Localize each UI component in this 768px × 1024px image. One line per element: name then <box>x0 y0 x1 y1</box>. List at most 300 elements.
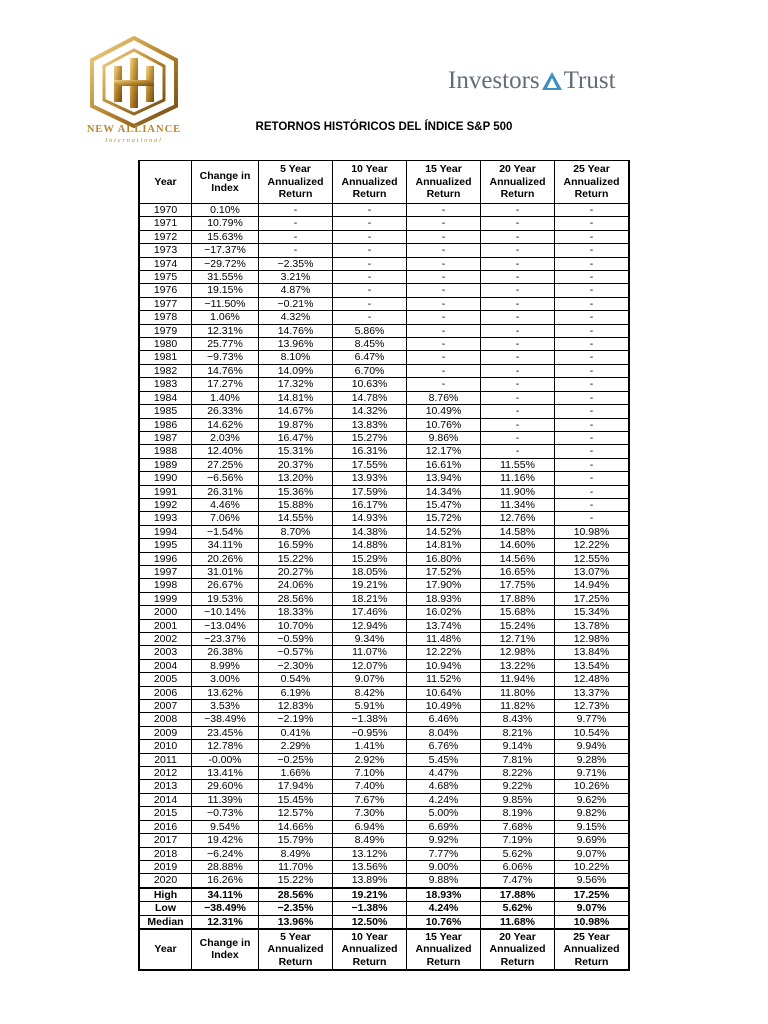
value-cell: 9.62% <box>555 793 630 806</box>
value-cell: 8.21% <box>481 726 555 739</box>
value-cell: 9.22% <box>481 780 555 793</box>
value-cell: 13.84% <box>555 646 630 659</box>
value-cell: 17.75% <box>481 579 555 592</box>
value-cell: 11.39% <box>192 793 259 806</box>
year-cell: 2018 <box>139 847 192 860</box>
value-cell: 14.81% <box>407 539 481 552</box>
value-cell: −29.72% <box>192 257 259 270</box>
value-cell: 9.56% <box>555 874 630 888</box>
year-cell: 2016 <box>139 820 192 833</box>
value-cell: 9.92% <box>407 834 481 847</box>
value-cell: 13.20% <box>259 472 333 485</box>
value-cell: 1.41% <box>333 740 407 753</box>
table-row <box>139 592 629 605</box>
value-cell: 14.38% <box>333 525 407 538</box>
value-cell: −1.38% <box>333 902 407 915</box>
year-cell: 1989 <box>139 458 192 471</box>
year-cell: 1976 <box>139 284 192 297</box>
value-cell: 8.45% <box>333 338 407 351</box>
value-cell: 6.69% <box>407 820 481 833</box>
value-cell: - <box>259 230 333 243</box>
value-cell: 12.22% <box>555 539 630 552</box>
value-cell: - <box>555 405 630 418</box>
value-cell: - <box>555 257 630 270</box>
value-cell: 8.49% <box>259 847 333 860</box>
value-cell: - <box>555 445 630 458</box>
table-row <box>139 646 629 659</box>
year-cell: 1981 <box>139 351 192 364</box>
table-row <box>139 847 629 860</box>
header-row <box>139 161 629 204</box>
value-cell: 12.31% <box>192 324 259 337</box>
value-cell: 8.49% <box>333 834 407 847</box>
value-cell: - <box>333 311 407 324</box>
value-cell: - <box>333 230 407 243</box>
value-cell: - <box>481 311 555 324</box>
value-cell: - <box>481 271 555 284</box>
table-row <box>139 780 629 793</box>
value-cell: 14.56% <box>481 552 555 565</box>
table-row <box>139 633 629 646</box>
year-cell: 2000 <box>139 606 192 619</box>
value-cell: 7.47% <box>481 874 555 888</box>
value-cell: 6.06% <box>481 860 555 873</box>
value-cell: −13.04% <box>192 619 259 632</box>
value-cell: −10.14% <box>192 606 259 619</box>
value-cell: 15.29% <box>333 552 407 565</box>
value-cell: 4.46% <box>192 498 259 511</box>
value-cell: 15.68% <box>481 606 555 619</box>
value-cell: 20.27% <box>259 565 333 578</box>
value-cell: 7.10% <box>333 767 407 780</box>
value-cell: −0.59% <box>259 633 333 646</box>
value-cell: 10.76% <box>407 418 481 431</box>
value-cell: - <box>555 230 630 243</box>
table-row <box>139 807 629 820</box>
value-cell: 4.47% <box>407 767 481 780</box>
value-cell: 9.88% <box>407 874 481 888</box>
value-cell: - <box>555 472 630 485</box>
value-cell: 18.93% <box>407 888 481 902</box>
value-cell: 6.76% <box>407 740 481 753</box>
table-row <box>139 431 629 444</box>
value-cell: 9.07% <box>555 902 630 915</box>
table-row <box>139 472 629 485</box>
value-cell: 9.86% <box>407 431 481 444</box>
value-cell: 8.19% <box>481 807 555 820</box>
value-cell: 9.54% <box>192 820 259 833</box>
value-cell: -0.00% <box>192 753 259 766</box>
value-cell: 8.43% <box>481 713 555 726</box>
value-cell: −2.35% <box>259 902 333 915</box>
value-cell: 13.62% <box>192 686 259 699</box>
year-cell: 2006 <box>139 686 192 699</box>
year-cell: 1988 <box>139 445 192 458</box>
value-cell: - <box>555 297 630 310</box>
value-cell: 15.63% <box>192 230 259 243</box>
value-cell: 0.41% <box>259 726 333 739</box>
table-row <box>139 686 629 699</box>
table-row <box>139 552 629 565</box>
brand-right: Trust <box>563 67 616 94</box>
value-cell: 9.77% <box>555 713 630 726</box>
value-cell: 5.45% <box>407 753 481 766</box>
value-cell: 5.86% <box>333 324 407 337</box>
table-row <box>139 700 629 713</box>
value-cell: 2.92% <box>333 753 407 766</box>
value-cell: −1.54% <box>192 525 259 538</box>
summary-row <box>139 915 629 929</box>
value-cell: - <box>481 338 555 351</box>
table-row <box>139 244 629 257</box>
table-row <box>139 820 629 833</box>
value-cell: - <box>555 217 630 230</box>
value-cell: - <box>407 271 481 284</box>
value-cell: - <box>407 257 481 270</box>
value-cell: 14.60% <box>481 539 555 552</box>
value-cell: 3.21% <box>259 271 333 284</box>
value-cell: −2.19% <box>259 713 333 726</box>
value-cell: 8.10% <box>259 351 333 364</box>
value-cell: 15.22% <box>259 552 333 565</box>
year-cell: 2020 <box>139 874 192 888</box>
returns-table <box>138 160 630 971</box>
value-cell: 13.78% <box>555 619 630 632</box>
year-cell: 2017 <box>139 834 192 847</box>
value-cell: 9.82% <box>555 807 630 820</box>
value-cell: 12.78% <box>192 740 259 753</box>
table-row <box>139 378 629 391</box>
value-cell: 25.77% <box>192 338 259 351</box>
value-cell: 15.72% <box>407 512 481 525</box>
value-cell: - <box>481 324 555 337</box>
value-cell: - <box>555 351 630 364</box>
value-cell: 12.07% <box>333 659 407 672</box>
value-cell: 4.24% <box>407 902 481 915</box>
value-cell: 10.22% <box>555 860 630 873</box>
value-cell: - <box>481 378 555 391</box>
value-cell: - <box>333 204 407 217</box>
value-cell: - <box>555 311 630 324</box>
value-cell: 14.67% <box>259 405 333 418</box>
value-cell: 12.31% <box>192 915 259 929</box>
value-cell: 31.55% <box>192 271 259 284</box>
value-cell: 15.34% <box>555 606 630 619</box>
value-cell: 17.59% <box>333 485 407 498</box>
value-cell: - <box>555 244 630 257</box>
value-cell: 11.07% <box>333 646 407 659</box>
value-cell: 13.56% <box>333 860 407 873</box>
value-cell: 14.32% <box>333 405 407 418</box>
value-cell: 9.28% <box>555 753 630 766</box>
table-row <box>139 284 629 297</box>
value-cell: −0.25% <box>259 753 333 766</box>
value-cell: −38.49% <box>192 902 259 915</box>
value-cell: 15.36% <box>259 485 333 498</box>
value-cell: - <box>407 364 481 377</box>
year-cell: 1994 <box>139 525 192 538</box>
triangle-icon <box>541 70 563 92</box>
table-row <box>139 565 629 578</box>
value-cell: 13.94% <box>407 472 481 485</box>
table-row <box>139 713 629 726</box>
value-cell: 10.26% <box>555 780 630 793</box>
value-cell: 12.71% <box>481 633 555 646</box>
value-cell: 10.76% <box>407 915 481 929</box>
value-cell: 17.94% <box>259 780 333 793</box>
year-cell: 2008 <box>139 713 192 726</box>
value-cell: - <box>555 391 630 404</box>
logo-name: NEW ALLIANCE <box>86 124 182 135</box>
value-cell: 12.48% <box>555 673 630 686</box>
value-cell: 9.34% <box>333 633 407 646</box>
year-cell: 1986 <box>139 418 192 431</box>
value-cell: 18.33% <box>259 606 333 619</box>
footer-change: Change in Index <box>192 929 259 970</box>
header-20yr: 20 Year Annualized Return <box>481 161 555 204</box>
value-cell: 7.67% <box>333 793 407 806</box>
table-row <box>139 579 629 592</box>
value-cell: - <box>407 217 481 230</box>
value-cell: 12.83% <box>259 700 333 713</box>
value-cell: 4.32% <box>259 311 333 324</box>
value-cell: - <box>333 284 407 297</box>
value-cell: 24.06% <box>259 579 333 592</box>
footer-header-row <box>139 929 629 970</box>
value-cell: −0.57% <box>259 646 333 659</box>
value-cell: 14.78% <box>333 391 407 404</box>
value-cell: 14.76% <box>192 364 259 377</box>
value-cell: - <box>333 244 407 257</box>
value-cell: - <box>481 431 555 444</box>
value-cell: 13.83% <box>333 418 407 431</box>
value-cell: - <box>555 431 630 444</box>
value-cell: 19.21% <box>333 579 407 592</box>
value-cell: −0.21% <box>259 297 333 310</box>
value-cell: 12.22% <box>407 646 481 659</box>
value-cell: 19.53% <box>192 592 259 605</box>
value-cell: 16.59% <box>259 539 333 552</box>
header-5yr: 5 Year Annualized Return <box>259 161 333 204</box>
value-cell: 2.29% <box>259 740 333 753</box>
year-cell: 1984 <box>139 391 192 404</box>
value-cell: −0.95% <box>333 726 407 739</box>
value-cell: 7.30% <box>333 807 407 820</box>
value-cell: 7.19% <box>481 834 555 847</box>
value-cell: 8.04% <box>407 726 481 739</box>
value-cell: 34.11% <box>192 888 259 902</box>
value-cell: 19.21% <box>333 888 407 902</box>
value-cell: - <box>555 271 630 284</box>
value-cell: 5.91% <box>333 700 407 713</box>
value-cell: 8.99% <box>192 659 259 672</box>
value-cell: −11.50% <box>192 297 259 310</box>
year-cell: 2009 <box>139 726 192 739</box>
value-cell: 16.17% <box>333 498 407 511</box>
value-cell: 1.06% <box>192 311 259 324</box>
value-cell: 16.47% <box>259 431 333 444</box>
value-cell: 15.88% <box>259 498 333 511</box>
value-cell: 10.64% <box>407 686 481 699</box>
value-cell: 18.05% <box>333 565 407 578</box>
footer-year: Year <box>139 929 192 970</box>
value-cell: - <box>259 204 333 217</box>
value-cell: 17.27% <box>192 378 259 391</box>
value-cell: 12.76% <box>481 512 555 525</box>
year-cell: 1993 <box>139 512 192 525</box>
value-cell: - <box>481 405 555 418</box>
year-cell: 2004 <box>139 659 192 672</box>
year-cell: 1977 <box>139 297 192 310</box>
value-cell: - <box>555 364 630 377</box>
value-cell: 10.98% <box>555 915 630 929</box>
value-cell: - <box>407 284 481 297</box>
header-10yr: 10 Year Annualized Return <box>333 161 407 204</box>
value-cell: 10.63% <box>333 378 407 391</box>
year-cell: 2015 <box>139 807 192 820</box>
year-cell: 2013 <box>139 780 192 793</box>
value-cell: 11.48% <box>407 633 481 646</box>
table-row <box>139 659 629 672</box>
year-cell: 1999 <box>139 592 192 605</box>
year-cell: 2001 <box>139 619 192 632</box>
table-row <box>139 204 629 217</box>
value-cell: 4.24% <box>407 793 481 806</box>
year-cell: 1983 <box>139 378 192 391</box>
value-cell: 9.07% <box>333 673 407 686</box>
table-row <box>139 351 629 364</box>
value-cell: 1.66% <box>259 767 333 780</box>
value-cell: 9.14% <box>481 740 555 753</box>
value-cell: - <box>555 418 630 431</box>
value-cell: - <box>333 271 407 284</box>
header-year: Year <box>139 161 192 204</box>
value-cell: 13.37% <box>555 686 630 699</box>
value-cell: 10.94% <box>407 659 481 672</box>
value-cell: - <box>481 351 555 364</box>
table-row <box>139 230 629 243</box>
table-row <box>139 539 629 552</box>
value-cell: - <box>333 217 407 230</box>
table-row <box>139 860 629 873</box>
value-cell: 11.68% <box>481 915 555 929</box>
value-cell: 18.93% <box>407 592 481 605</box>
value-cell: 9.07% <box>555 847 630 860</box>
value-cell: 2.03% <box>192 431 259 444</box>
value-cell: 26.33% <box>192 405 259 418</box>
year-cell: 1975 <box>139 271 192 284</box>
value-cell: 16.26% <box>192 874 259 888</box>
value-cell: 14.66% <box>259 820 333 833</box>
value-cell: 26.38% <box>192 646 259 659</box>
value-cell: 13.12% <box>333 847 407 860</box>
year-cell: 1974 <box>139 257 192 270</box>
value-cell: 17.52% <box>407 565 481 578</box>
value-cell: 10.54% <box>555 726 630 739</box>
value-cell: 18.21% <box>333 592 407 605</box>
value-cell: 20.37% <box>259 458 333 471</box>
value-cell: 5.62% <box>481 902 555 915</box>
value-cell: - <box>481 445 555 458</box>
year-cell: 1987 <box>139 431 192 444</box>
year-cell: 1998 <box>139 579 192 592</box>
brand-left: Investors <box>448 67 540 94</box>
footer-15yr: 15 Year Annualized Return <box>407 929 481 970</box>
value-cell: 10.49% <box>407 405 481 418</box>
table-row <box>139 418 629 431</box>
value-cell: 10.98% <box>555 525 630 538</box>
footer-20yr: 20 Year Annualized Return <box>481 929 555 970</box>
value-cell: 16.02% <box>407 606 481 619</box>
value-cell: 0.54% <box>259 673 333 686</box>
value-cell: - <box>407 338 481 351</box>
value-cell: - <box>555 498 630 511</box>
year-cell: 1972 <box>139 230 192 243</box>
value-cell: 14.76% <box>259 324 333 337</box>
table-row <box>139 874 629 888</box>
value-cell: 15.79% <box>259 834 333 847</box>
value-cell: - <box>407 230 481 243</box>
value-cell: 5.00% <box>407 807 481 820</box>
value-cell: 14.62% <box>192 418 259 431</box>
value-cell: 11.16% <box>481 472 555 485</box>
value-cell: 34.11% <box>192 539 259 552</box>
value-cell: 9.15% <box>555 820 630 833</box>
value-cell: - <box>407 311 481 324</box>
table-row <box>139 445 629 458</box>
value-cell: 3.53% <box>192 700 259 713</box>
value-cell: - <box>407 204 481 217</box>
table-row <box>139 311 629 324</box>
value-cell: 8.70% <box>259 525 333 538</box>
value-cell: 13.07% <box>555 565 630 578</box>
value-cell: 9.71% <box>555 767 630 780</box>
value-cell: - <box>407 324 481 337</box>
value-cell: 17.46% <box>333 606 407 619</box>
value-cell: - <box>481 284 555 297</box>
value-cell: 17.90% <box>407 579 481 592</box>
value-cell: 13.74% <box>407 619 481 632</box>
year-cell: 2007 <box>139 700 192 713</box>
table-row <box>139 338 629 351</box>
value-cell: 17.25% <box>555 592 630 605</box>
value-cell: 15.27% <box>333 431 407 444</box>
table-row <box>139 793 629 806</box>
value-cell: - <box>555 204 630 217</box>
table-row <box>139 391 629 404</box>
value-cell: 28.88% <box>192 860 259 873</box>
table-row <box>139 297 629 310</box>
stat-label: Low <box>139 902 192 915</box>
value-cell: −2.35% <box>259 257 333 270</box>
year-cell: 1992 <box>139 498 192 511</box>
value-cell: 16.80% <box>407 552 481 565</box>
value-cell: 5.62% <box>481 847 555 860</box>
value-cell: 16.65% <box>481 565 555 578</box>
value-cell: 19.87% <box>259 418 333 431</box>
year-cell: 1980 <box>139 338 192 351</box>
value-cell: - <box>259 217 333 230</box>
table-row <box>139 458 629 471</box>
value-cell: 14.34% <box>407 485 481 498</box>
value-cell: 19.15% <box>192 284 259 297</box>
value-cell: 19.42% <box>192 834 259 847</box>
value-cell: −17.37% <box>192 244 259 257</box>
value-cell: −23.37% <box>192 633 259 646</box>
value-cell: −38.49% <box>192 713 259 726</box>
value-cell: - <box>333 297 407 310</box>
year-cell: 2002 <box>139 633 192 646</box>
